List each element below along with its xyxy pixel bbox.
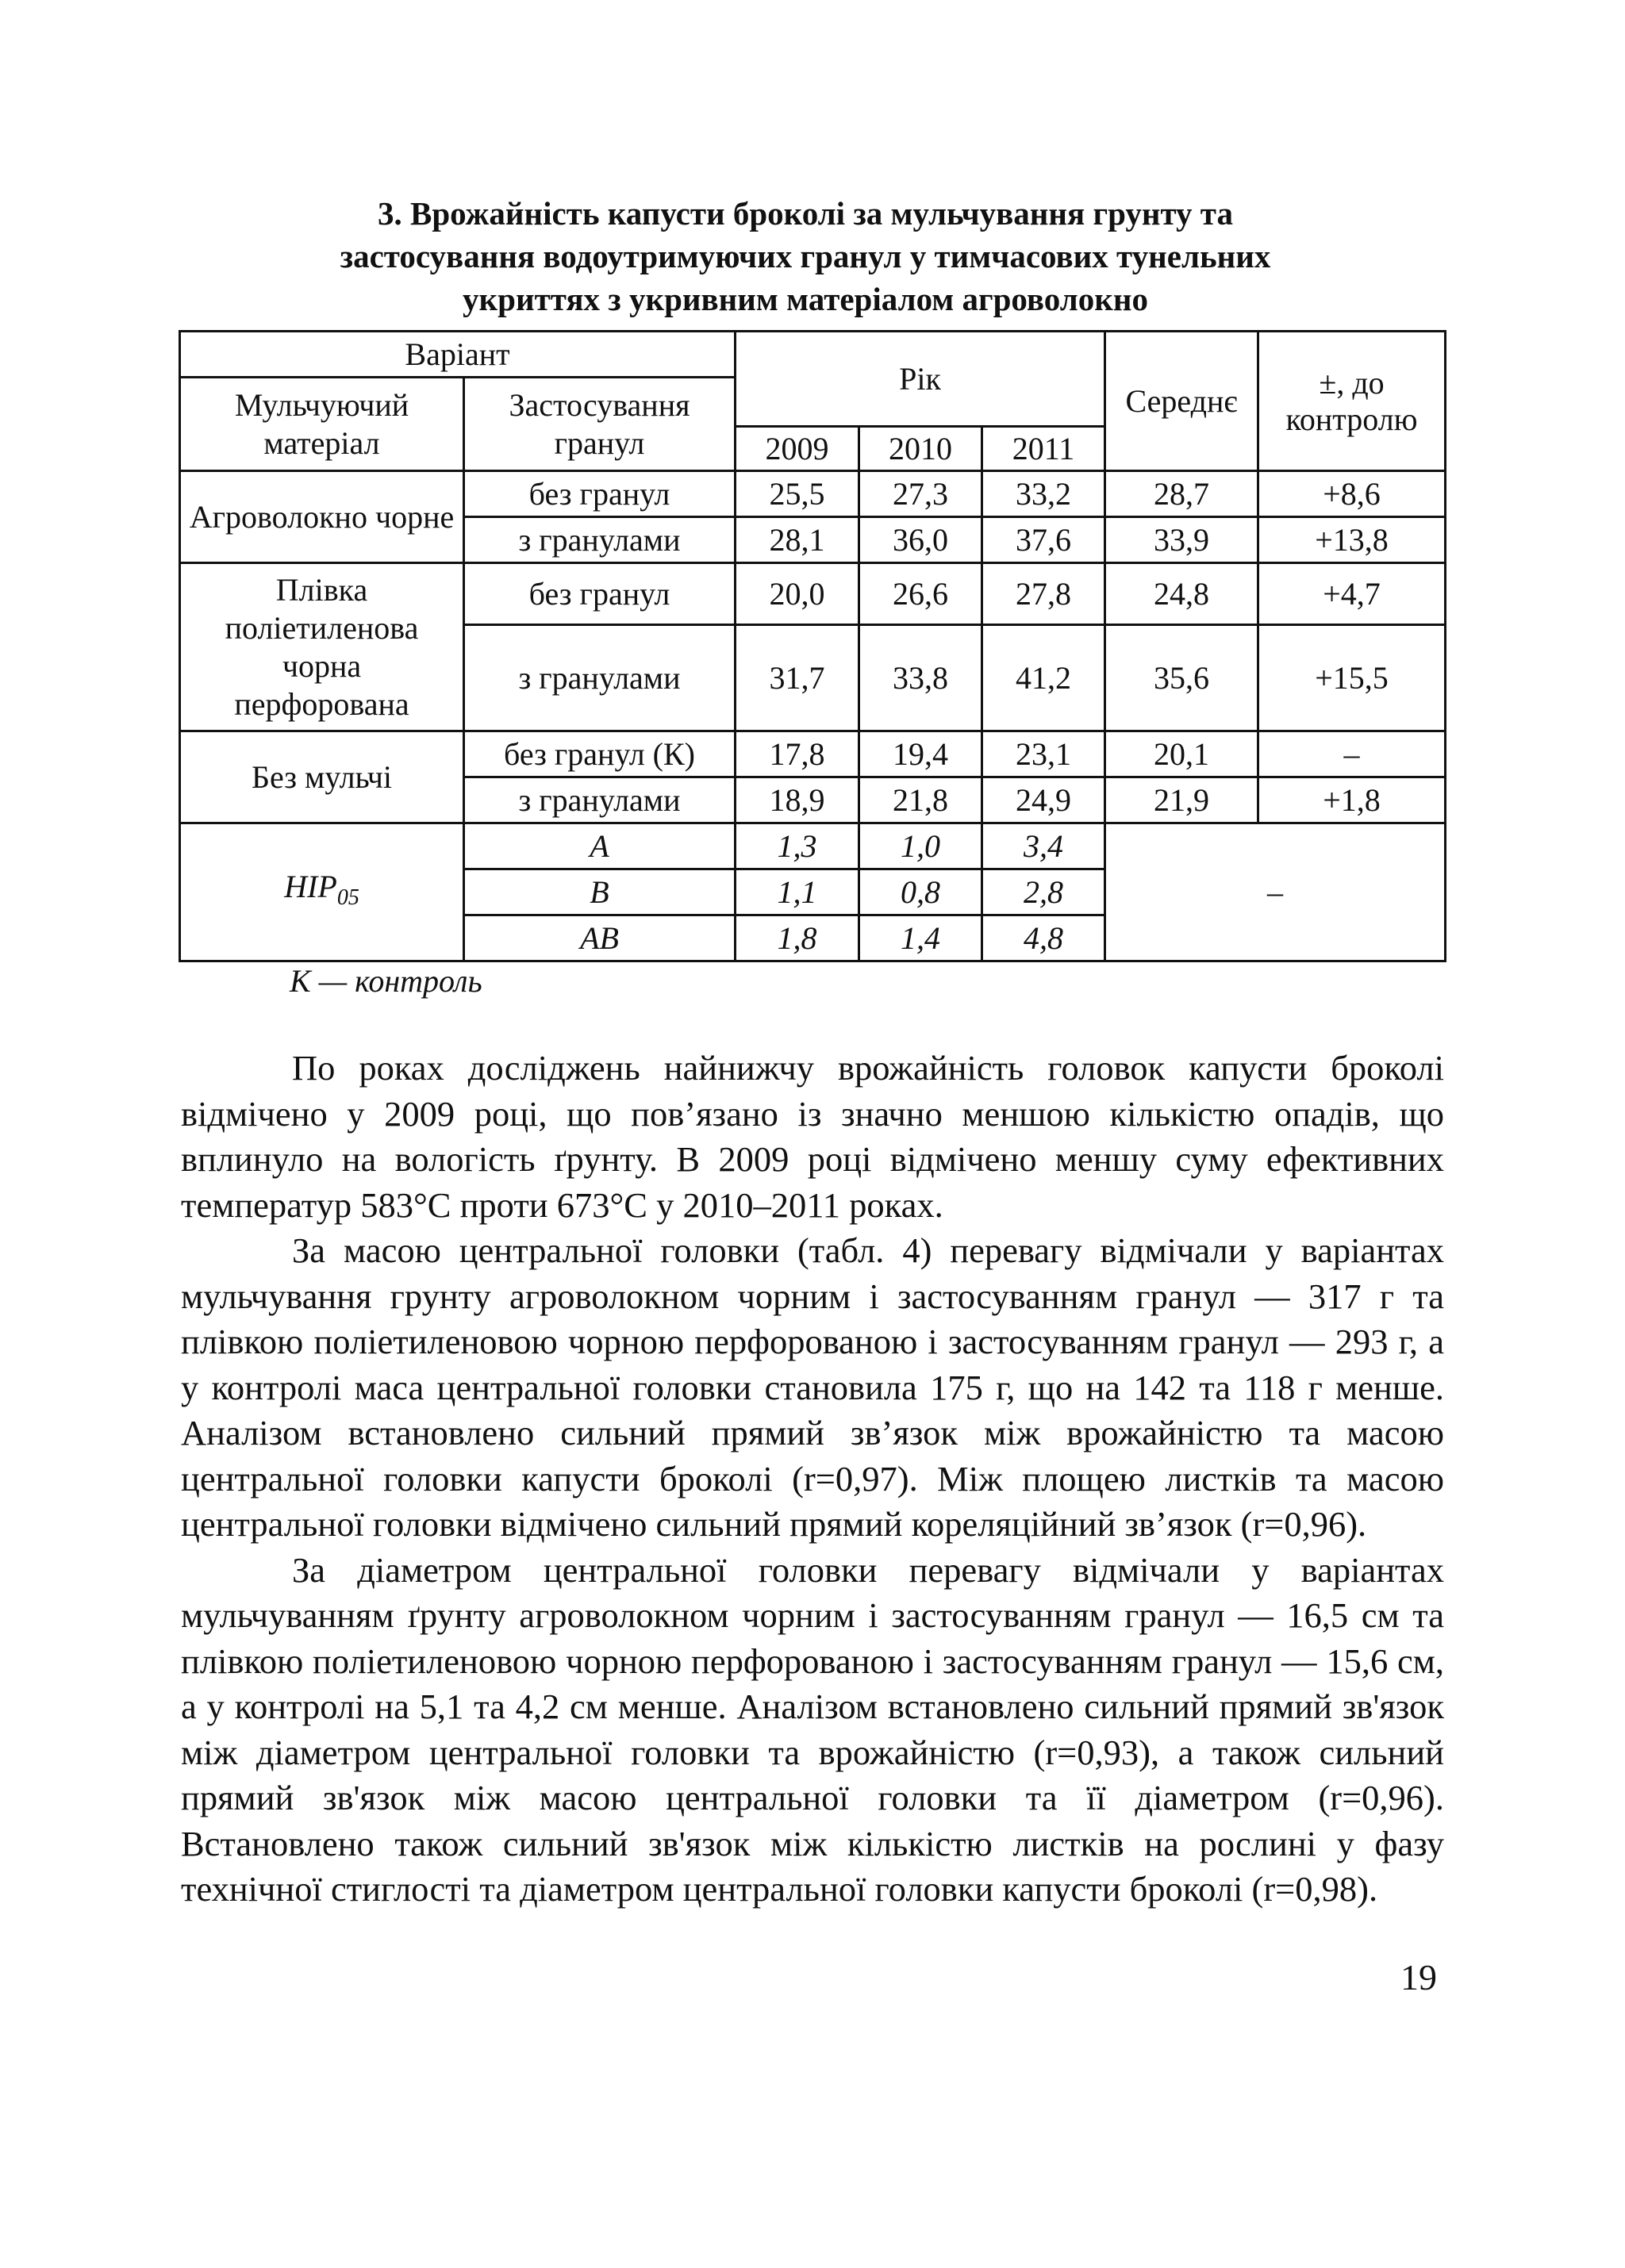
value-diff: +1,8 (1258, 777, 1446, 823)
value-2011: 24,9 (982, 777, 1105, 823)
table-title-line-2: застосування водоутримуючих гранул у тимчасових тунельних (340, 238, 1271, 274)
header-granules: Застосування гранул (464, 378, 736, 471)
value-2010: 33,8 (859, 625, 982, 731)
header-diff: ±, до контролю (1258, 332, 1446, 471)
value-2011: 33,2 (982, 471, 1105, 517)
table-row (180, 471, 1446, 517)
granules-cell: без гранул (464, 471, 736, 517)
hir-value-2009: 1,1 (736, 869, 859, 915)
value-mean: 28,7 (1105, 471, 1258, 517)
hir-subscript: 05 (336, 885, 359, 910)
value-diff: +13,8 (1258, 517, 1446, 563)
table-footnote: К — контроль (290, 963, 482, 999)
value-mean: 21,9 (1105, 777, 1258, 823)
hir-factor: A (464, 823, 736, 869)
hir-row (180, 823, 1446, 869)
material-cell: Плівка поліетиленова чорна перфорована (180, 563, 464, 731)
value-2010: 21,8 (859, 777, 982, 823)
value-2009: 18,9 (736, 777, 859, 823)
value-2010: 27,3 (859, 471, 982, 517)
paragraph: За масою центральної головки (табл. 4) перевагу відмічали у варіантах мульчування грунту агроволокном чорним і застосуванням гранул — 317 г та плівкою поліетиленовою чорною перфорованою і застосуванням гранул — 293 г, а у контролі маса центральної головки становила 175 г, що на 142 та 118 г менше. Аналізом встановлено сильний прямий зв’язок між врожайністю та масою центральної головки капусти броколі (r=0,97). Між площею листків та масою центральної головки відмічено сильний прямий кореляційний зв’язок (r=0,96). (181, 1230, 1444, 1544)
hir-factor: B (464, 869, 736, 915)
hir-value-2010: 1,0 (859, 823, 982, 869)
value-2010: 19,4 (859, 731, 982, 777)
value-diff: +4,7 (1258, 563, 1446, 625)
granules-cell: з гранулами (464, 625, 736, 731)
hir-factor: AB (464, 915, 736, 961)
value-2009: 20,0 (736, 563, 859, 625)
value-2010: 36,0 (859, 517, 982, 563)
header-mulch-material: Мульчуючий матеріал (180, 378, 464, 471)
header-year-2011: 2011 (982, 427, 1105, 471)
value-mean: 33,9 (1105, 517, 1258, 563)
value-diff: – (1258, 731, 1446, 777)
table-title-line-1: 3. Врожайність капусти броколі за мульчування грунту та (378, 195, 1233, 232)
value-2009: 28,1 (736, 517, 859, 563)
paragraph: По роках досліджень найнижчу врожайність головок капусти броколі відмічено у 2009 році, що пов’язано із значно меншою кількістю опадів, що вплинуло на вологість ґрунту. В 2009 році відмічено меншу суму ефективних температур 583°С проти 673°С у 2010–2011 роках. (181, 1048, 1444, 1225)
table-row (180, 731, 1446, 777)
table-title-line-3: укриттях з укривним матеріалом агроволокно (463, 281, 1148, 317)
header-year: Рік (736, 332, 1105, 427)
header-year-2010: 2010 (859, 427, 982, 471)
hir-value-2011: 2,8 (982, 869, 1105, 915)
granules-cell: з гранулами (464, 517, 736, 563)
granules-cell: без гранул (К) (464, 731, 736, 777)
header-mean: Середнє (1105, 332, 1258, 471)
table-title (238, 192, 1373, 320)
value-2010: 26,6 (859, 563, 982, 625)
value-mean: 24,8 (1105, 563, 1258, 625)
value-2009: 25,5 (736, 471, 859, 517)
hir-value-2009: 1,3 (736, 823, 859, 869)
granules-cell: з гранулами (464, 777, 736, 823)
material-cell: Без мульчі (180, 731, 464, 823)
value-2011: 41,2 (982, 625, 1105, 731)
hir-value-2010: 1,4 (859, 915, 982, 961)
value-2011: 37,6 (982, 517, 1105, 563)
header-row-1 (180, 332, 1446, 378)
value-2011: 27,8 (982, 563, 1105, 625)
hir-label (180, 823, 464, 961)
header-variant: Варіант (180, 332, 736, 378)
value-2011: 23,1 (982, 731, 1105, 777)
table-row (180, 563, 1446, 625)
material-cell: Агроволокно чорне (180, 471, 464, 563)
hir-value-2009: 1,8 (736, 915, 859, 961)
hir-label-text: НІР (284, 868, 337, 904)
hir-value-2011: 4,8 (982, 915, 1105, 961)
value-diff: +8,6 (1258, 471, 1446, 517)
hir-dash: – (1105, 823, 1446, 961)
value-mean: 20,1 (1105, 731, 1258, 777)
value-mean: 35,6 (1105, 625, 1258, 731)
page-number: 19 (1400, 1957, 1437, 1997)
paragraph: За діаметром центральної головки перевагу відмічали у варіантах мульчуванням ґрунту агроволокном чорним і застосуванням гранул — 16,5 см та плівкою поліетиленовою чорною перфорованою і застосуванням гранул — 15,6 см, а у контролі на 5,1 та 4,2 см менше. Аналізом встановлено сильний прямий зв'язок між діаметром центральної головки та врожайністю (r=0,93), а також сильний прямий зв'язок між масою центральної головки та її діаметром (r=0,96). Встановлено також сильний зв'язок між кількістю листків на рослині у фазу технічної стиглості та діаметром центральної головки капусти броколі (r=0,98). (181, 1549, 1444, 1909)
hir-value-2010: 0,8 (859, 869, 982, 915)
hir-value-2011: 3,4 (982, 823, 1105, 869)
body-text (181, 1046, 1444, 1913)
value-diff: +15,5 (1258, 625, 1446, 731)
granules-cell: без гранул (464, 563, 736, 625)
value-2009: 17,8 (736, 731, 859, 777)
yield-table (179, 330, 1446, 962)
value-2009: 31,7 (736, 625, 859, 731)
header-year-2009: 2009 (736, 427, 859, 471)
